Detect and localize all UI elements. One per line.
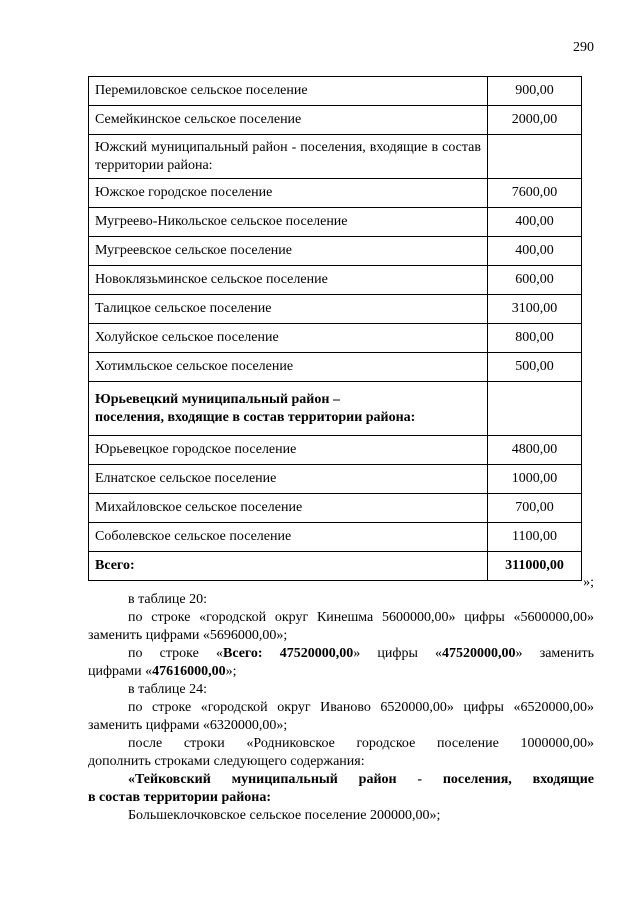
settlement-amount: 600,00: [488, 266, 582, 295]
settlement-name: Новоклязьминское сельское поселение: [89, 266, 488, 295]
text-fragment: »;: [225, 664, 237, 679]
paragraph-rodniki-line2: дополнить строками следующего содержания:: [88, 754, 365, 769]
settlement-name: Соболевское сельское поселение: [89, 523, 488, 552]
paragraph-teykovo-line2: в состав территории района:: [88, 790, 272, 805]
total-amount: 311000,00: [488, 552, 582, 581]
text-fragment: по строке «: [128, 646, 223, 661]
total-row: [89, 552, 582, 581]
table-row: [89, 465, 582, 494]
table-row: [89, 179, 582, 208]
settlement-amount: [488, 382, 582, 436]
district-header-row: [89, 382, 582, 436]
settlement-amount: 400,00: [488, 237, 582, 266]
settlement-budget-table: [88, 76, 582, 581]
paragraph-ivanovo-line1: по строке «городской округ Иваново 6520000,00» цифры «6520000,00»: [128, 700, 594, 715]
paragraph-ivanovo-line2: заменить цифрами «6320000,00»;: [88, 718, 288, 733]
table-row: [89, 353, 582, 382]
settlement-name: Холуйское сельское поселение: [89, 324, 488, 353]
settlement-amount: 7600,00: [488, 179, 582, 208]
settlement-name: Юрьевецкое городское поселение: [89, 436, 488, 465]
settlement-name: Южское городское поселение: [89, 179, 488, 208]
district-name-line2: поселения, входящие в состав территории района:: [95, 409, 416, 425]
paragraph-total-line1: [88, 645, 594, 663]
table-row: [89, 237, 582, 266]
settlement-amount: 700,00: [488, 494, 582, 523]
settlement-amount: [488, 135, 582, 179]
paragraph-kineshma-line2: заменить цифрами «5696000,00»;: [88, 628, 288, 643]
settlement-amount: 3100,00: [488, 295, 582, 324]
paragraph-total-line2: [88, 663, 594, 681]
table-row: [89, 295, 582, 324]
table-row: [89, 106, 582, 135]
settlement-name: Мугреево-Никольское сельское поселение: [89, 208, 488, 237]
settlement-name: Семейкинское сельское поселение: [89, 106, 488, 135]
bold-fragment: 47520000,00: [442, 646, 516, 661]
text-fragment: » цифры «: [353, 646, 443, 661]
settlement-amount: 400,00: [488, 208, 582, 237]
text-fragment: цифрами «: [88, 664, 153, 679]
bold-fragment: Всего: 47520000,00: [222, 646, 354, 661]
table-row: [89, 208, 582, 237]
paragraph-rodniki-line1: после строки «Родниковское городское поселение 1000000,00»: [128, 736, 594, 751]
table-row: [89, 266, 582, 295]
settlement-name: Перемиловское сельское поселение: [89, 77, 488, 106]
district-name: Южский муниципальный район - поселения, входящие в состав территории района:: [89, 135, 488, 179]
district-name: [89, 382, 488, 436]
settlement-name: Мугреевское сельское поселение: [89, 237, 488, 266]
settlement-name: Михайловское сельское поселение: [89, 494, 488, 523]
district-name-line1: Юрьевецкий муниципальный район –: [95, 391, 340, 407]
settlement-amount: 900,00: [488, 77, 582, 106]
closing-quote: »;: [583, 575, 594, 590]
settlement-name: Хотимльское сельское поселение: [89, 353, 488, 382]
settlement-amount: 4800,00: [488, 436, 582, 465]
settlement-amount: 1000,00: [488, 465, 582, 494]
table-row: [89, 77, 582, 106]
paragraph-table-20: в таблице 20:: [128, 592, 207, 607]
settlement-name: Талицкое сельское поселение: [89, 295, 488, 324]
bold-fragment: 47616000,00: [152, 664, 226, 679]
table-row: [89, 523, 582, 552]
district-header-row: [89, 135, 582, 179]
total-label: Всего:: [89, 552, 488, 581]
paragraph-table-24: в таблице 24:: [128, 682, 207, 697]
table-row: [89, 436, 582, 465]
table-row: [89, 494, 582, 523]
page-number: 290: [573, 40, 594, 55]
paragraph-bolsheklochkovo: Большеклочковское сельское поселение 200000,00»;: [128, 808, 441, 823]
paragraph-teykovo-line1: «Тейковский муниципальный район - поселения, входящие: [128, 772, 594, 787]
table-row: [89, 324, 582, 353]
text-fragment: » заменить: [515, 646, 594, 661]
settlement-amount: 800,00: [488, 324, 582, 353]
settlement-amount: 500,00: [488, 353, 582, 382]
settlement-amount: 1100,00: [488, 523, 582, 552]
settlement-amount: 2000,00: [488, 106, 582, 135]
settlement-name: Елнатское сельское поселение: [89, 465, 488, 494]
amendment-text: [88, 591, 594, 825]
paragraph-kineshma-line1: по строке «городской округ Кинешма 5600000,00» цифры «5600000,00»: [128, 610, 594, 625]
